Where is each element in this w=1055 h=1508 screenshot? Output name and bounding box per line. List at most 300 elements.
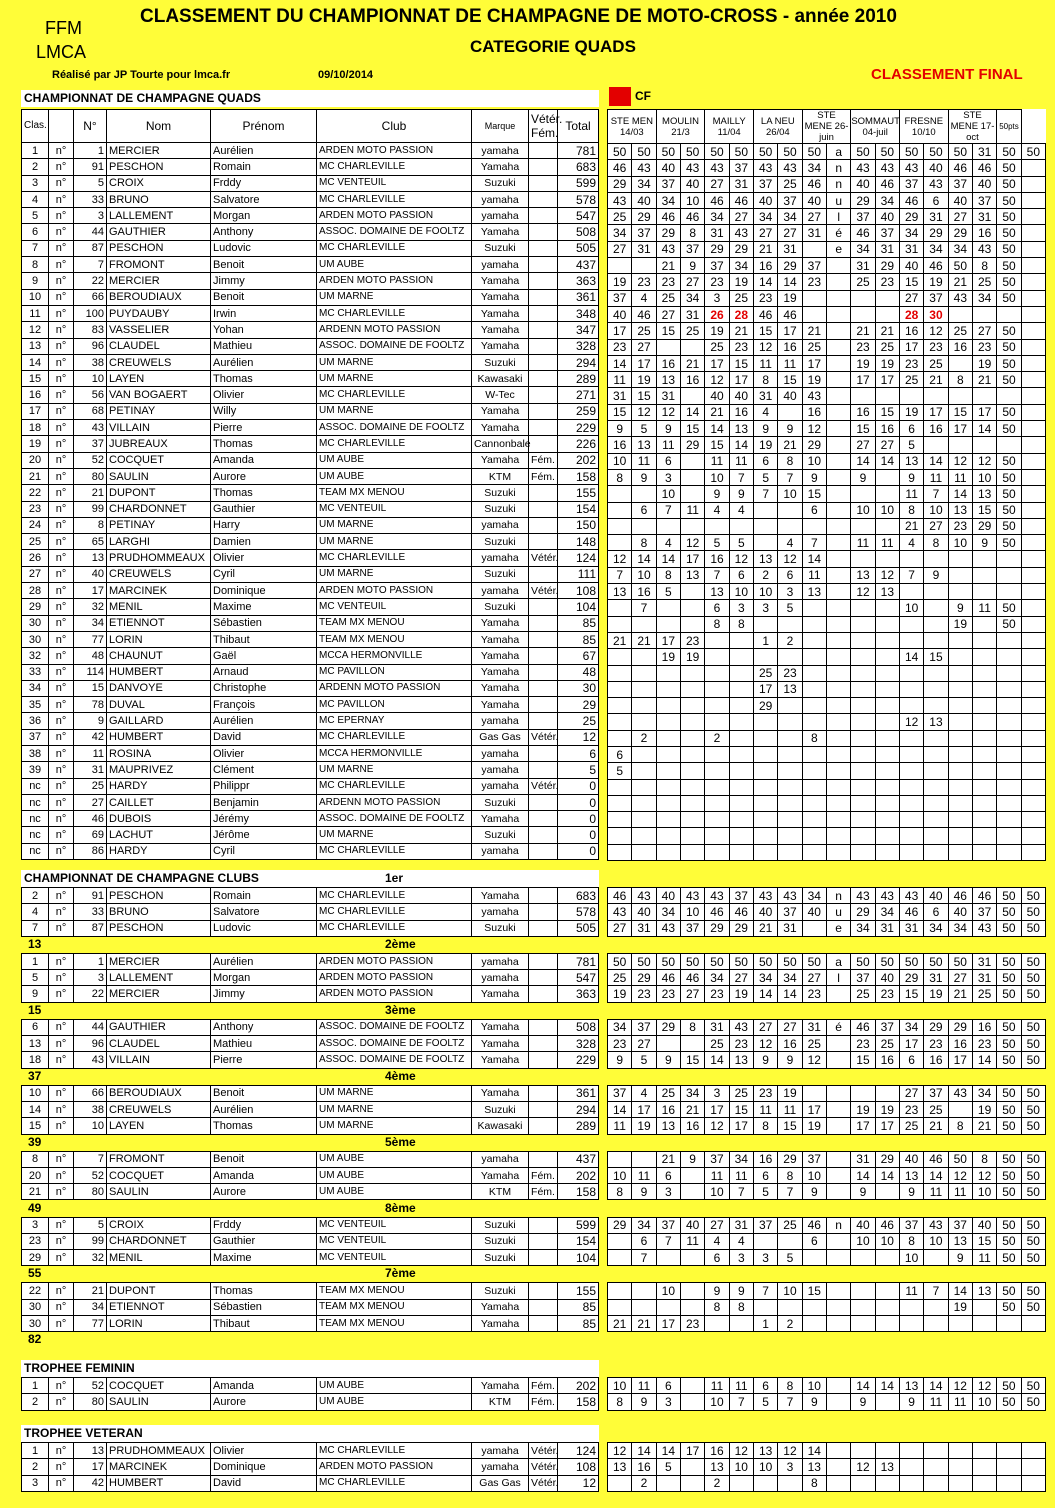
race-points-cell <box>875 600 899 616</box>
race-points-cell: 12 <box>656 404 680 420</box>
total-cell: 294 <box>558 1101 599 1117</box>
race-points-cell: 9 <box>632 469 656 485</box>
race-points-cell <box>972 1475 996 1491</box>
rank-cell: 9 <box>22 986 49 1002</box>
number-cell: 22 <box>74 273 107 289</box>
race-points-cell <box>680 1250 704 1266</box>
club-cell: UM MARNE <box>317 827 472 843</box>
race-points-cell <box>972 763 996 779</box>
category-cell <box>529 713 558 729</box>
race-points-cell: 21 <box>608 632 632 648</box>
race-points-cell: 12 <box>802 421 826 437</box>
club-cell: MC CHARLEVILLE <box>317 305 472 321</box>
race-points-cell <box>851 779 875 795</box>
race-points-cell: 12 <box>778 1443 802 1459</box>
race-row <box>608 535 1046 551</box>
race-points-cell: 29 <box>656 225 680 241</box>
club-rank-label: 8ème <box>385 1200 416 1215</box>
no-label-cell: n° <box>49 1315 74 1331</box>
race-points-cell: 10 <box>924 502 948 518</box>
race-points-cell <box>899 779 923 795</box>
race-points-cell: 50 <box>997 600 1021 616</box>
club-cell: MC PAVILLON <box>317 664 472 680</box>
number-cell: 40 <box>74 566 107 582</box>
race-points-cell: 23 <box>754 290 778 306</box>
category-cell <box>529 745 558 761</box>
race-points-cell <box>875 730 899 746</box>
race-points-cell: 17 <box>632 1101 656 1117</box>
nom-cell: DUBOIS <box>107 811 211 827</box>
total-cell: 0 <box>558 778 599 794</box>
race-points-cell <box>997 763 1021 779</box>
race-points-cell <box>608 535 632 551</box>
race-points-cell: 21 <box>899 518 923 534</box>
number-cell: 32 <box>74 1250 107 1266</box>
race-points-cell: 25 <box>802 1036 826 1052</box>
table-row <box>22 1443 599 1459</box>
number-cell: 21 <box>74 485 107 501</box>
race-points-cell <box>826 274 850 290</box>
race-points-cell: 23 <box>899 355 923 371</box>
total-cell: 158 <box>558 468 599 484</box>
total-cell: 12 <box>558 729 599 745</box>
race-points-cell: 43 <box>948 290 972 306</box>
prenom-cell: Morgan <box>211 208 317 224</box>
race-points-cell: 23 <box>681 632 705 648</box>
nom-cell: CHAUNUT <box>107 648 211 664</box>
club-cell: UM MARNE <box>317 1101 472 1117</box>
nom-cell: COCQUET <box>107 452 211 468</box>
club-cell: ASSOC. DOMAINE DE FOOLTZ <box>317 1019 472 1035</box>
race-points-cell <box>948 567 972 583</box>
race-points-cell <box>899 1459 923 1475</box>
race-points-cell <box>705 714 729 730</box>
race-points-cell <box>778 1233 802 1249</box>
race-points-cell: 14 <box>851 1378 875 1394</box>
race-points-cell: 43 <box>705 160 729 176</box>
race-points-cell: 50 <box>632 953 656 969</box>
rank-cell: 17 <box>22 403 49 419</box>
race-points-cell: 13 <box>802 1459 826 1475</box>
table-row <box>22 1167 599 1183</box>
club-cell: UM AUBE <box>317 1151 472 1167</box>
total-cell: 108 <box>558 583 599 599</box>
marque-cell: yamaha <box>472 143 529 159</box>
race-points-cell <box>997 812 1021 828</box>
race-points-cell <box>826 1233 850 1249</box>
race-points-cell: 37 <box>802 1151 826 1167</box>
number-cell: 80 <box>74 1394 107 1410</box>
race-points-cell: 13 <box>656 372 680 388</box>
total-cell: 547 <box>558 208 599 224</box>
race-points-cell <box>608 1475 632 1491</box>
club-cell: MCCA HERMONVILLE <box>317 745 472 761</box>
total-cell: 505 <box>558 920 599 936</box>
club-cell: MC CHARLEVILLE <box>317 888 472 904</box>
club-total: 82 <box>28 1332 42 1347</box>
race-points-cell <box>924 551 948 567</box>
marque-cell: Suzuki <box>472 599 529 615</box>
race-points-cell: 15 <box>778 372 802 388</box>
race-points-cell: 31 <box>778 920 802 936</box>
race-points-cell <box>802 828 826 844</box>
race-points-cell: 27 <box>778 1019 802 1035</box>
race-points-cell <box>608 1151 632 1167</box>
race-points-cell <box>778 844 802 860</box>
race-row <box>608 681 1046 697</box>
race-points-cell: 4 <box>632 1085 656 1101</box>
race-points-cell: 13 <box>972 1283 996 1299</box>
rank-cell: 27 <box>22 566 49 582</box>
race-points-cell: 50 <box>1021 1299 1045 1315</box>
marque-cell: yamaha <box>472 257 529 273</box>
nom-cell: LAYEN <box>107 1118 211 1134</box>
race-row <box>608 192 1046 208</box>
race-points-cell <box>681 795 705 811</box>
race-points-cell: 37 <box>608 290 632 306</box>
race-points-cell: 50 <box>997 1118 1021 1134</box>
race-points-cell: 50 <box>754 144 778 160</box>
category-cell <box>529 534 558 550</box>
race-row <box>608 812 1046 828</box>
feminin-section-title: TROPHEE FEMININ <box>21 1360 599 1377</box>
race-points-cell: 40 <box>875 209 899 225</box>
race-points-cell <box>924 828 948 844</box>
race-points-cell: 11 <box>948 469 972 485</box>
race-points-cell: 3 <box>705 1085 729 1101</box>
race-points-cell: 10 <box>948 535 972 551</box>
club-cell: TEAM MX MENOU <box>317 631 472 647</box>
total-cell: 48 <box>558 664 599 680</box>
race-points-cell <box>826 795 850 811</box>
total-cell: 148 <box>558 534 599 550</box>
race-points-cell: 12 <box>705 372 729 388</box>
race-points-cell: 50 <box>656 953 680 969</box>
category-cell <box>529 1250 558 1266</box>
no-label-cell: n° <box>49 159 74 175</box>
race-points-cell <box>754 616 778 632</box>
race-points-cell: 11 <box>778 1101 802 1117</box>
race-points-cell <box>681 746 705 762</box>
number-cell: 33 <box>74 904 107 920</box>
race-header: STE MENE 17-oct <box>948 110 997 144</box>
race-points-cell: 50 <box>997 904 1021 920</box>
race-points-cell <box>680 1184 704 1200</box>
race-points-cell <box>948 1443 972 1459</box>
race-points-cell: 12 <box>948 453 972 469</box>
marque-cell: Yamaha <box>472 1378 529 1394</box>
race-points-cell <box>1021 551 1045 567</box>
lmca-label: LMCA <box>36 42 87 62</box>
race-points-cell: 40 <box>802 904 826 920</box>
marque-cell: Suzuki <box>472 920 529 936</box>
race-points-cell: 10 <box>632 567 656 583</box>
no-label-cell: n° <box>49 729 74 745</box>
race-points-cell: 50 <box>997 953 1021 969</box>
race-points-cell: 50 <box>681 144 705 160</box>
club-rank-label: 7ème <box>385 1266 416 1281</box>
nom-cell: MARCINEK <box>107 1459 211 1475</box>
race-points-cell: 17 <box>802 1101 826 1117</box>
category-cell: Vétér. <box>529 1443 558 1459</box>
race-row <box>608 888 1046 904</box>
race-points-cell: 29 <box>632 209 656 225</box>
table-row <box>22 338 599 354</box>
club-cell: MCCA HERMONVILLE <box>317 648 472 664</box>
race-points-cell <box>608 1250 632 1266</box>
nom-cell: SAULIN <box>107 1394 211 1410</box>
race-points-cell: 50 <box>608 144 632 160</box>
total-cell: 155 <box>558 1283 599 1299</box>
race-points-cell: 19 <box>972 1101 996 1117</box>
column-header: Clas. <box>22 110 49 143</box>
race-points-cell <box>997 437 1021 453</box>
number-cell: 43 <box>74 420 107 436</box>
race-points-cell: 21 <box>705 404 729 420</box>
race-header: 50pts <box>997 110 1021 144</box>
race-points-cell: 50 <box>1021 1101 1045 1117</box>
race-points-cell: 50 <box>997 209 1021 225</box>
race-points-cell: 14 <box>924 1378 948 1394</box>
race-points-cell: 31 <box>851 1151 875 1167</box>
number-cell: 66 <box>74 1085 107 1101</box>
prenom-cell: Philippr <box>211 778 317 794</box>
table-row <box>22 452 599 468</box>
total-cell: 781 <box>558 143 599 159</box>
race-points-cell: 34 <box>778 209 802 225</box>
category-cell <box>529 143 558 159</box>
race-points-cell <box>826 421 850 437</box>
marque-cell: Yamaha <box>472 273 529 289</box>
table-row <box>22 550 599 566</box>
marque-cell: yamaha <box>472 583 529 599</box>
no-label-cell: n° <box>49 550 74 566</box>
nom-cell: CROIX <box>107 1217 211 1233</box>
race-points-cell <box>972 388 996 404</box>
race-points-cell <box>875 844 899 860</box>
total-cell: 328 <box>558 1036 599 1052</box>
race-points-cell: 46 <box>656 209 680 225</box>
race-points-cell: 19 <box>899 404 923 420</box>
column-header: Marque <box>472 110 529 143</box>
race-points-cell: 50 <box>1021 986 1045 1002</box>
category-cell: Vétér. <box>529 729 558 745</box>
race-points-cell: 46 <box>875 176 899 192</box>
race-points-cell <box>899 584 923 600</box>
race-points-cell <box>875 1085 899 1101</box>
race-points-cell <box>924 730 948 746</box>
nom-cell: LORIN <box>107 631 211 647</box>
race-points-cell: 34 <box>754 209 778 225</box>
race-points-cell: 9 <box>753 1052 777 1068</box>
no-label-cell: n° <box>49 191 74 207</box>
race-points-cell: 15 <box>972 1233 996 1249</box>
table-row <box>22 1283 599 1299</box>
race-row <box>608 1299 1046 1315</box>
race-points-cell <box>632 616 656 632</box>
race-points-cell: 43 <box>851 888 875 904</box>
race-points-cell <box>608 698 632 714</box>
rank-cell: 12 <box>22 322 49 338</box>
race-points-cell: 50 <box>997 258 1021 274</box>
race-points-cell: 50 <box>1021 1167 1045 1183</box>
marque-cell: yamaha <box>472 1151 529 1167</box>
race-points-cell: 27 <box>924 518 948 534</box>
race-points-cell <box>972 681 996 697</box>
race-points-cell: 15 <box>778 1118 802 1134</box>
club-cell: UM AUBE <box>317 257 472 273</box>
race-points-cell <box>997 795 1021 811</box>
race-points-cell <box>826 1118 850 1134</box>
prenom-cell: Sébastien <box>211 615 317 631</box>
race-points-cell: 46 <box>608 160 632 176</box>
category-cell <box>529 1283 558 1299</box>
race-points-cell: 10 <box>656 1283 680 1299</box>
table-row <box>22 208 599 224</box>
race-points-cell: 13 <box>608 584 632 600</box>
race-points-cell: 43 <box>899 160 923 176</box>
marque-cell: Suzuki <box>472 501 529 517</box>
race-points-cell: 50 <box>851 953 875 969</box>
race-row <box>608 1118 1046 1134</box>
race-points-cell: 43 <box>608 904 632 920</box>
race-points-cell <box>1021 535 1045 551</box>
race-points-cell: 10 <box>608 453 632 469</box>
race-points-cell: 14 <box>778 274 802 290</box>
race-points-cell <box>680 1459 704 1475</box>
nom-cell: DANVOYE <box>107 680 211 696</box>
table-row <box>22 811 599 827</box>
race-header: FRESNE 10/10 <box>899 110 948 144</box>
race-points-cell: 23 <box>899 1101 923 1117</box>
table-row <box>22 289 599 305</box>
number-cell: 44 <box>74 1019 107 1035</box>
race-points-cell <box>826 730 850 746</box>
nom-cell: HUMBERT <box>107 729 211 745</box>
marque-cell: Yamaha <box>472 1167 529 1183</box>
no-label-cell: n° <box>49 583 74 599</box>
race-points-cell: 43 <box>972 241 996 257</box>
race-points-cell <box>924 665 948 681</box>
race-points-cell <box>778 812 802 828</box>
club-cell: MC VENTEUIL <box>317 175 472 191</box>
race-points-cell: 29 <box>705 241 729 257</box>
race-points-cell: 19 <box>875 355 899 371</box>
race-points-cell <box>705 632 729 648</box>
race-points-cell: 8 <box>681 225 705 241</box>
race-points-cell <box>997 730 1021 746</box>
prenom-cell: Damien <box>211 534 317 550</box>
nom-cell: CAILLET <box>107 794 211 810</box>
race-points-cell: 50 <box>632 144 656 160</box>
race-points-cell <box>972 551 996 567</box>
race-points-cell: 50 <box>656 144 680 160</box>
race-points-cell <box>802 795 826 811</box>
race-points-cell <box>826 551 850 567</box>
race-points-cell: 11 <box>899 1283 923 1299</box>
race-points-cell: 27 <box>729 970 753 986</box>
race-points-cell <box>656 681 680 697</box>
race-points-cell: 11 <box>680 1233 704 1249</box>
total-cell: 155 <box>558 485 599 501</box>
race-points-cell: 10 <box>705 1184 729 1200</box>
race-row <box>608 920 1046 936</box>
race-points-cell: 21 <box>632 1315 656 1331</box>
race-points-cell: 40 <box>972 1217 996 1233</box>
number-cell: 15 <box>74 680 107 696</box>
race-points-cell: 12 <box>972 1167 996 1183</box>
prenom-cell: Aurore <box>211 468 317 484</box>
race-points-cell: 10 <box>608 1378 632 1394</box>
marque-cell: Suzuki <box>472 1233 529 1249</box>
race-points-cell <box>656 746 680 762</box>
race-points-cell: 8 <box>802 1475 826 1491</box>
race-points-cell: 40 <box>851 176 875 192</box>
race-points-cell: 19 <box>754 437 778 453</box>
no-label-cell: n° <box>49 322 74 338</box>
prenom-cell: Amanda <box>211 1167 317 1183</box>
prenom-cell: Olivier <box>211 1443 317 1459</box>
race-points-cell: 5 <box>778 1250 802 1266</box>
marque-cell: Yamaha <box>472 1052 529 1068</box>
race-points-cell: 6 <box>656 1167 680 1183</box>
race-points-cell: 19 <box>875 1101 899 1117</box>
rank-cell: nc <box>22 827 49 843</box>
rank-cell: 2 <box>22 1459 49 1475</box>
race-row <box>608 953 1046 969</box>
race-points-cell <box>826 1151 850 1167</box>
no-label-cell: n° <box>49 615 74 631</box>
prenom-cell: David <box>211 1475 317 1491</box>
race-points-cell <box>608 779 632 795</box>
race-points-cell: 40 <box>899 1151 923 1167</box>
race-points-cell: 11 <box>753 1101 777 1117</box>
race-points-cell: 40 <box>632 192 656 208</box>
race-points-cell: 15 <box>851 1052 875 1068</box>
race-points-cell: 5 <box>729 535 753 551</box>
race-points-cell <box>826 372 850 388</box>
race-points-cell: 50 <box>997 1250 1021 1266</box>
prenom-cell: Maxime <box>211 599 317 615</box>
race-points-cell <box>875 388 899 404</box>
race-points-cell <box>754 730 778 746</box>
quads-section-title: CHAMPIONNAT DE CHAMPAGNE QUADS <box>21 90 599 107</box>
nom-cell: CROIX <box>107 175 211 191</box>
race-points-cell: 15 <box>632 388 656 404</box>
total-cell: 361 <box>558 1085 599 1101</box>
marque-cell: Suzuki <box>472 354 529 370</box>
race-points-cell: 8 <box>948 372 972 388</box>
race-points-cell: 10 <box>875 1233 899 1249</box>
table-row <box>22 159 599 175</box>
race-points-cell: 50 <box>875 144 899 160</box>
no-label-cell: n° <box>49 843 74 859</box>
prenom-cell: Romain <box>211 159 317 175</box>
race-points-cell <box>851 306 875 322</box>
race-points-cell: n <box>826 888 850 904</box>
race-points-cell: 11 <box>656 437 680 453</box>
race-points-cell <box>1021 714 1045 730</box>
race-points-cell <box>948 1101 972 1117</box>
club-total: 15 <box>28 1002 42 1017</box>
race-points-cell: 29 <box>705 920 729 936</box>
race-points-cell: 19 <box>705 323 729 339</box>
number-cell: 114 <box>74 664 107 680</box>
race-points-cell <box>997 388 1021 404</box>
race-points-cell: 43 <box>729 1019 753 1035</box>
table-row <box>22 1459 599 1475</box>
race-points-cell: 14 <box>875 1378 899 1394</box>
